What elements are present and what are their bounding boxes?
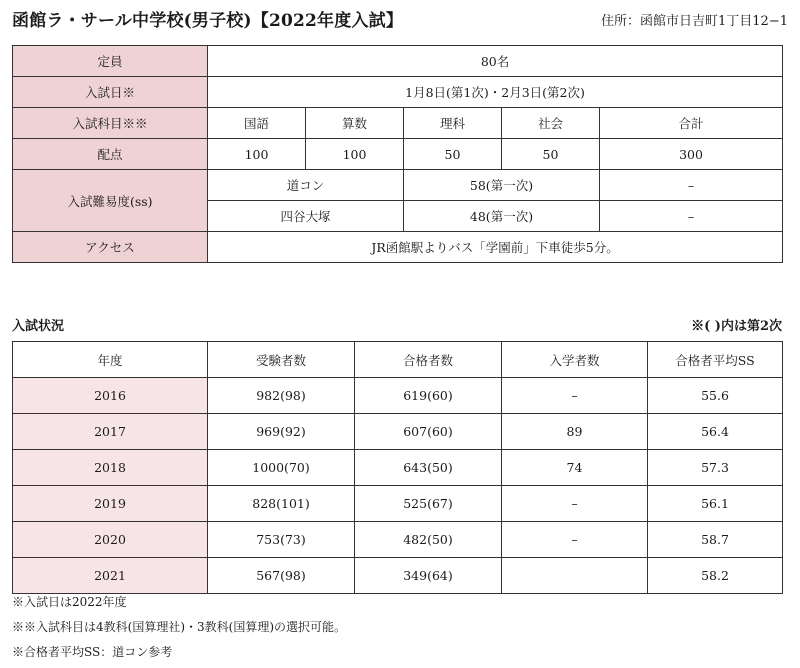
average-ss-cell: 56.4 xyxy=(648,414,783,450)
passed-cell: 619(60) xyxy=(355,378,502,414)
difficulty-label: 入試難易度(ss) xyxy=(13,170,208,232)
subject-social: 社会 xyxy=(502,108,600,139)
points-social: 50 xyxy=(502,139,600,170)
points-total: 300 xyxy=(600,139,783,170)
enrolled-cell: – xyxy=(502,486,648,522)
exam-date-row xyxy=(13,77,783,108)
year-cell: 2021 xyxy=(13,558,208,594)
passed-cell: 643(50) xyxy=(355,450,502,486)
exam-date-label: 入試日※ xyxy=(13,77,208,108)
header-enrolled: 入学者数 xyxy=(502,342,648,378)
average-ss-cell: 56.1 xyxy=(648,486,783,522)
header-average-ss: 合格者平均SS xyxy=(648,342,783,378)
enrolled-cell: – xyxy=(502,522,648,558)
capacity-row xyxy=(13,46,783,77)
section-title: 入試状況 xyxy=(12,319,65,334)
year-cell: 2016 xyxy=(13,378,208,414)
applicants-cell: 753(73) xyxy=(208,522,355,558)
table-row xyxy=(13,486,783,522)
access-row xyxy=(13,232,783,263)
page-header xyxy=(12,6,788,34)
average-ss-cell: 57.3 xyxy=(648,450,783,486)
points-science: 50 xyxy=(404,139,502,170)
access-label: アクセス xyxy=(13,232,208,263)
difficulty-extra: – xyxy=(600,201,783,232)
passed-cell: 607(60) xyxy=(355,414,502,450)
section-note: ※( )内は第2次 xyxy=(691,319,782,334)
capacity-label: 定員 xyxy=(13,46,208,77)
applicants-cell: 567(98) xyxy=(208,558,355,594)
year-cell: 2020 xyxy=(13,522,208,558)
difficulty-value: 58(第一次) xyxy=(404,170,600,201)
footnote: ※※入試科目は4教科(国算理社)・3教科(国算理)の選択可能。 xyxy=(12,620,346,634)
applicants-cell: 982(98) xyxy=(208,378,355,414)
year-cell: 2017 xyxy=(13,414,208,450)
subject-japanese: 国語 xyxy=(208,108,306,139)
admission-status-table xyxy=(12,341,783,594)
enrolled-cell: 89 xyxy=(502,414,648,450)
header-passed: 合格者数 xyxy=(355,342,502,378)
points-japanese: 100 xyxy=(208,139,306,170)
subject-total: 合計 xyxy=(600,108,783,139)
footnote: ※入試日は2022年度 xyxy=(12,595,127,609)
footnotes xyxy=(12,593,346,668)
enrolled-cell: – xyxy=(502,378,648,414)
table-row xyxy=(13,378,783,414)
table-row xyxy=(13,522,783,558)
applicants-cell: 828(101) xyxy=(208,486,355,522)
year-cell: 2018 xyxy=(13,450,208,486)
school-address: 住所：函館市日吉町1丁目12−1 xyxy=(601,14,788,29)
access-value: JR函館駅よりバス「学園前」下車徒歩5分。 xyxy=(208,232,783,263)
points-math: 100 xyxy=(306,139,404,170)
difficulty-value: 48(第一次) xyxy=(404,201,600,232)
enrolled-cell xyxy=(502,558,648,594)
points-row xyxy=(13,139,783,170)
subject-science: 理科 xyxy=(404,108,502,139)
passed-cell: 482(50) xyxy=(355,522,502,558)
table-header-row xyxy=(13,342,783,378)
header-year: 年度 xyxy=(13,342,208,378)
difficulty-row xyxy=(13,170,783,201)
applicants-cell: 1000(70) xyxy=(208,450,355,486)
footnote: ※合格者平均SS：道コン参考 xyxy=(12,645,173,659)
average-ss-cell: 58.2 xyxy=(648,558,783,594)
table-row xyxy=(13,450,783,486)
passed-cell: 349(64) xyxy=(355,558,502,594)
overview-table xyxy=(12,45,783,263)
average-ss-cell: 55.6 xyxy=(648,378,783,414)
year-cell: 2019 xyxy=(13,486,208,522)
difficulty-source: 四谷大塚 xyxy=(208,201,404,232)
applicants-cell: 969(92) xyxy=(208,414,355,450)
exam-date-value: 1月8日(第1次)・2月3日(第2次) xyxy=(208,77,783,108)
passed-cell: 525(67) xyxy=(355,486,502,522)
subjects-row xyxy=(13,108,783,139)
difficulty-extra: – xyxy=(600,170,783,201)
difficulty-source: 道コン xyxy=(208,170,404,201)
table-row xyxy=(13,414,783,450)
subject-math: 算数 xyxy=(306,108,404,139)
header-applicants: 受験者数 xyxy=(208,342,355,378)
capacity-value: 80名 xyxy=(208,46,783,77)
subjects-label: 入試科目※※ xyxy=(13,108,208,139)
enrolled-cell: 74 xyxy=(502,450,648,486)
average-ss-cell: 58.7 xyxy=(648,522,783,558)
table-row xyxy=(13,558,783,594)
points-label: 配点 xyxy=(13,139,208,170)
page-title: 函館ラ・サール中学校(男子校)【2022年度入試】 xyxy=(12,11,404,31)
